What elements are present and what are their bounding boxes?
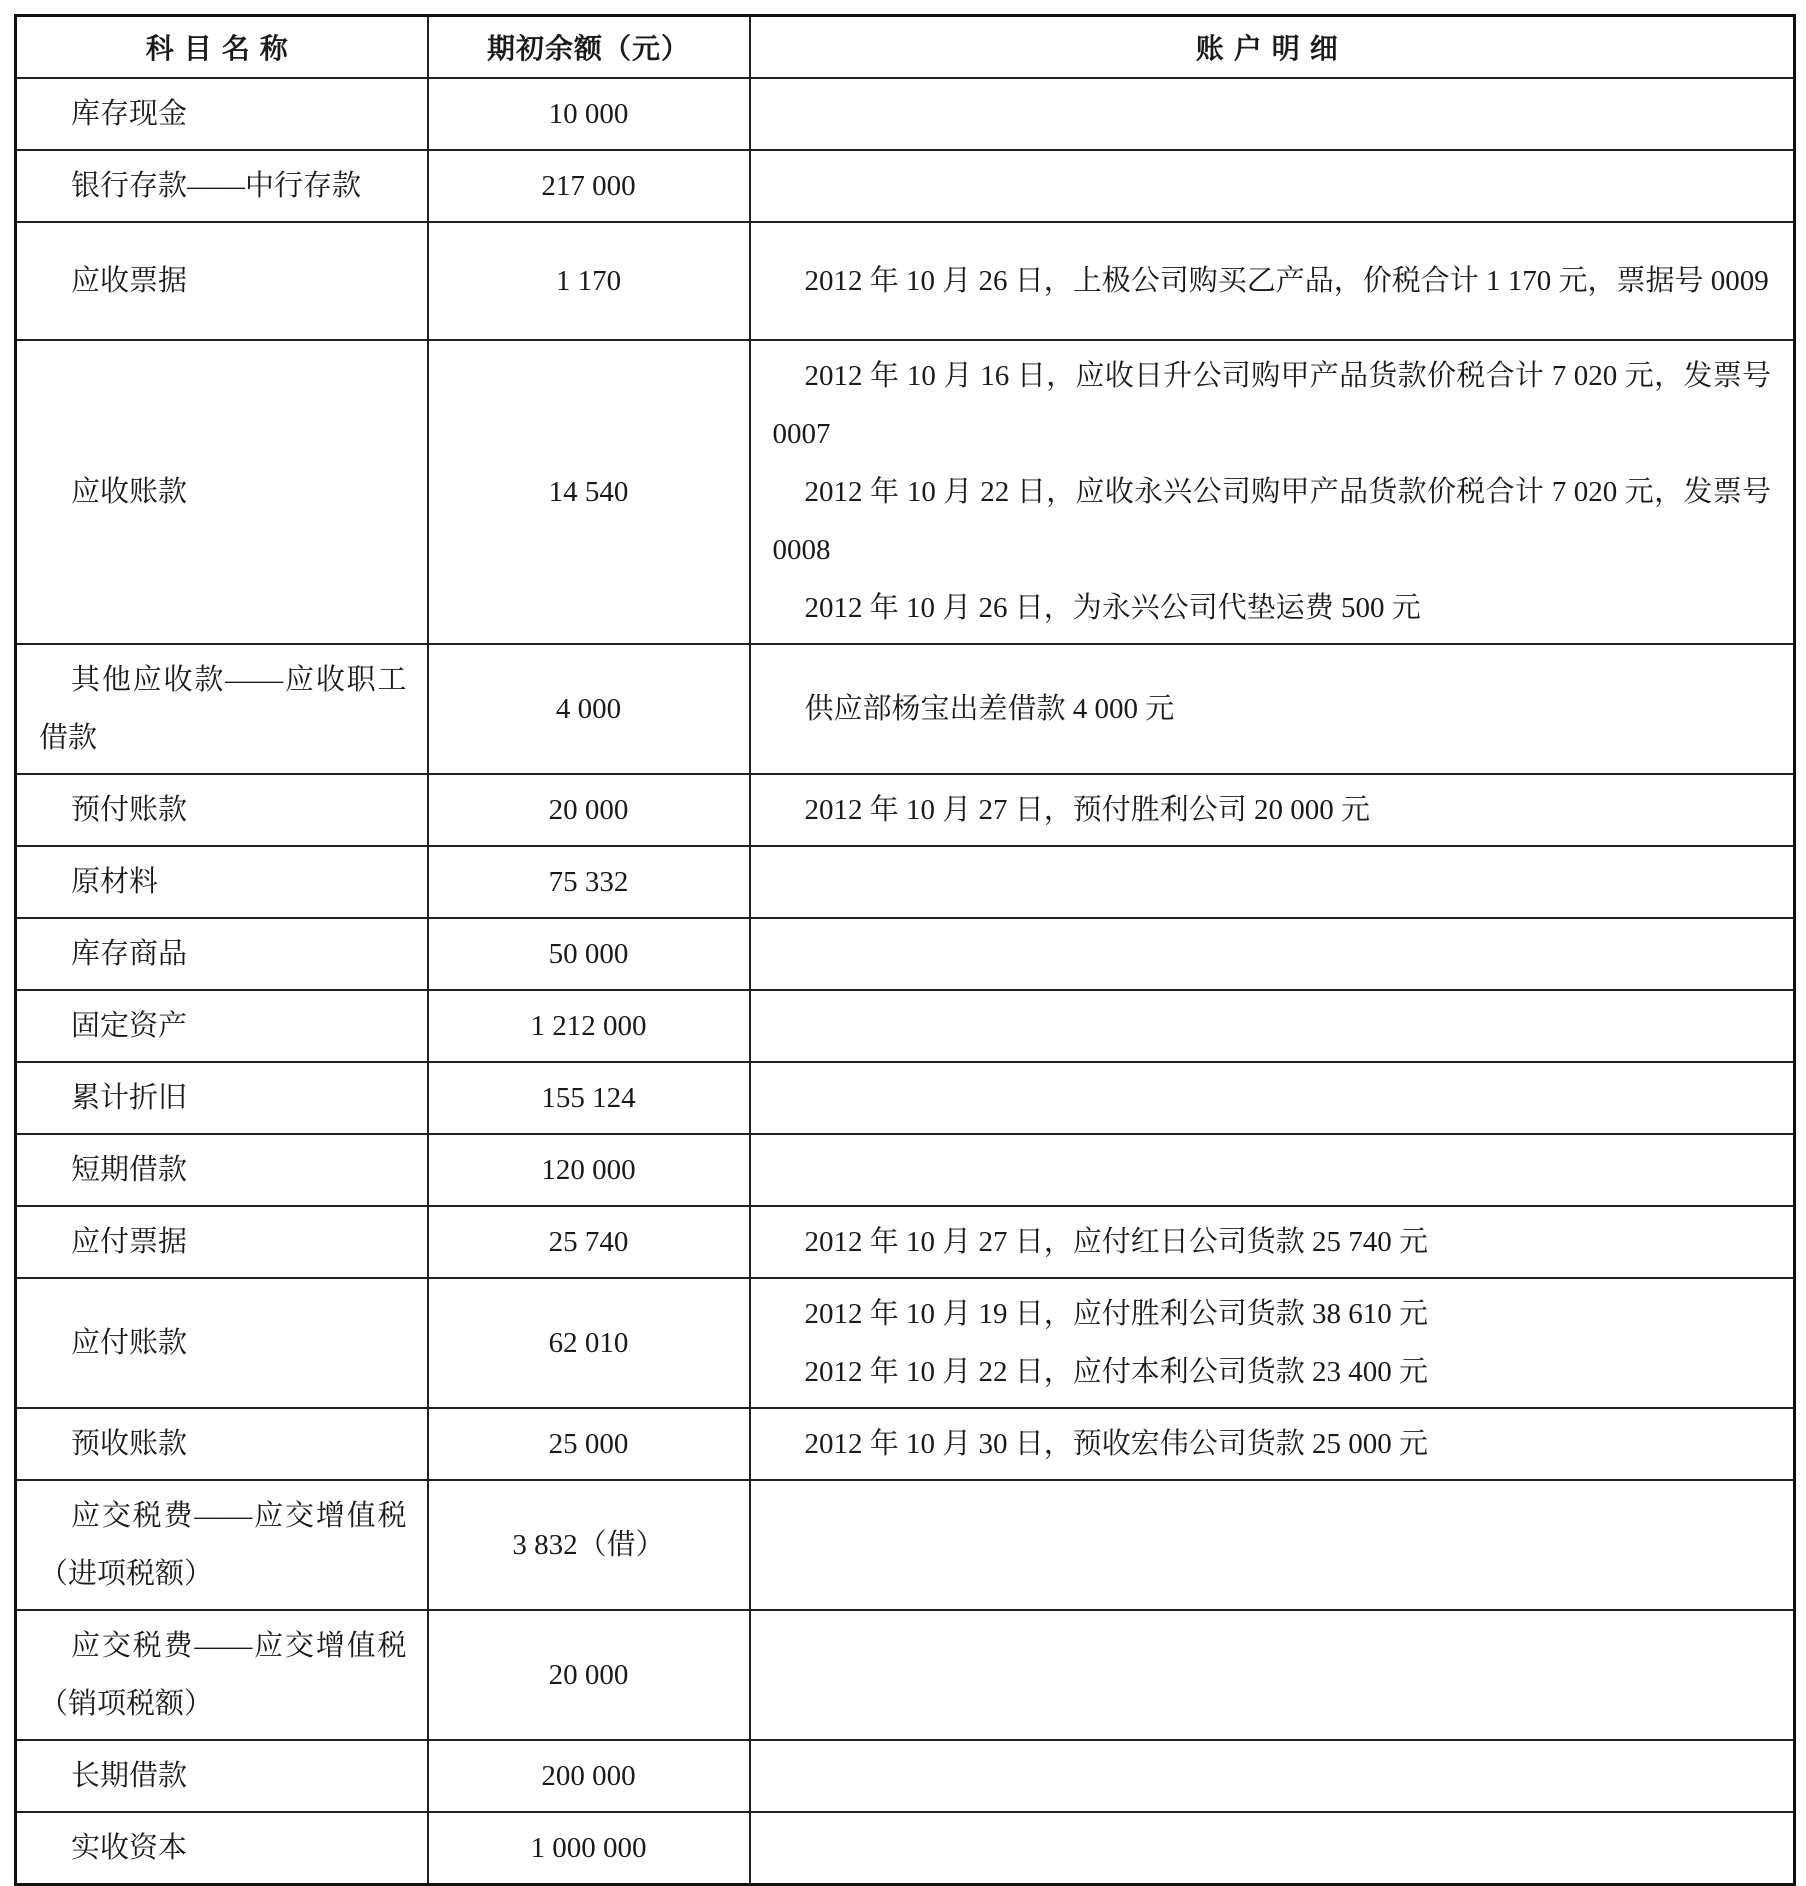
header-row bbox=[16, 16, 1795, 79]
opening-balance: 1 170 bbox=[428, 222, 750, 340]
account-details bbox=[750, 1062, 1795, 1134]
account-name: 累计折旧 bbox=[16, 1062, 428, 1134]
account-details bbox=[750, 1278, 1795, 1408]
table-row bbox=[16, 1134, 1795, 1206]
account-details bbox=[750, 150, 1795, 222]
table-row bbox=[16, 1812, 1795, 1885]
header-opening-balance: 期初余额（元） bbox=[428, 16, 750, 79]
account-details bbox=[750, 918, 1795, 990]
table-row bbox=[16, 1408, 1795, 1480]
table-row bbox=[16, 1278, 1795, 1408]
account-details bbox=[750, 644, 1795, 774]
table-row bbox=[16, 774, 1795, 846]
opening-balance: 25 740 bbox=[428, 1206, 750, 1278]
account-name: 其他应收款——应收职工借款 bbox=[16, 644, 428, 774]
opening-balance: 50 000 bbox=[428, 918, 750, 990]
detail-line: 2012 年 10 月 26 日，为永兴公司代垫运费 500 元 bbox=[804, 592, 1421, 624]
account-name: 应收票据 bbox=[16, 222, 428, 340]
account-name: 固定资产 bbox=[16, 990, 428, 1062]
account-details bbox=[750, 340, 1795, 644]
opening-balance: 3 832（借） bbox=[428, 1480, 750, 1610]
account-details bbox=[750, 1812, 1795, 1885]
header-account-details: 账户明细 bbox=[750, 16, 1795, 79]
detail-line: 2012 年 10 月 19 日，应付胜利公司货款 38 610 元 bbox=[804, 1298, 1429, 1330]
opening-balance: 62 010 bbox=[428, 1278, 750, 1408]
opening-balance: 155 124 bbox=[428, 1062, 750, 1134]
ledger-sheet bbox=[14, 14, 1793, 1886]
opening-balance: 14 540 bbox=[428, 340, 750, 644]
opening-balance: 120 000 bbox=[428, 1134, 750, 1206]
opening-balance: 10 000 bbox=[428, 78, 750, 150]
opening-balance: 20 000 bbox=[428, 774, 750, 846]
account-name: 实收资本 bbox=[16, 1812, 428, 1885]
account-name: 预付账款 bbox=[16, 774, 428, 846]
table-row bbox=[16, 150, 1795, 222]
account-details bbox=[750, 990, 1795, 1062]
account-details bbox=[750, 78, 1795, 150]
table-row bbox=[16, 340, 1795, 644]
table-row bbox=[16, 78, 1795, 150]
account-name: 应交税费——应交增值税（进项税额） bbox=[16, 1480, 428, 1610]
opening-balance: 1 000 000 bbox=[428, 1812, 750, 1885]
account-details bbox=[750, 1408, 1795, 1480]
account-details bbox=[750, 846, 1795, 918]
opening-balance: 20 000 bbox=[428, 1610, 750, 1740]
table-row bbox=[16, 1062, 1795, 1134]
detail-line: 2012 年 10 月 30 日，预收宏伟公司货款 25 000 元 bbox=[804, 1428, 1429, 1460]
header-account-name: 科目名称 bbox=[16, 16, 428, 79]
account-name: 银行存款——中行存款 bbox=[16, 150, 428, 222]
account-name: 预收账款 bbox=[16, 1408, 428, 1480]
detail-line: 2012 年 10 月 22 日，应收永兴公司购甲产品货款价税合计 7 020 元，发票号 0008 bbox=[772, 476, 1771, 566]
account-name: 应付账款 bbox=[16, 1278, 428, 1408]
opening-balance: 1 212 000 bbox=[428, 990, 750, 1062]
table-row bbox=[16, 1206, 1795, 1278]
opening-balance: 4 000 bbox=[428, 644, 750, 774]
detail-line: 供应部杨宝出差借款 4 000 元 bbox=[804, 693, 1175, 725]
account-details bbox=[750, 1206, 1795, 1278]
account-name: 库存商品 bbox=[16, 918, 428, 990]
detail-line: 2012 年 10 月 27 日，应付红日公司货款 25 740 元 bbox=[804, 1226, 1429, 1258]
detail-line: 2012 年 10 月 16 日，应收日升公司购甲产品货款价税合计 7 020 元，发票号 0007 bbox=[772, 360, 1771, 450]
table-row bbox=[16, 222, 1795, 340]
opening-balance-table bbox=[14, 14, 1796, 1886]
table-row bbox=[16, 1480, 1795, 1610]
account-name: 应付票据 bbox=[16, 1206, 428, 1278]
account-name: 短期借款 bbox=[16, 1134, 428, 1206]
account-details bbox=[750, 1610, 1795, 1740]
table-row bbox=[16, 846, 1795, 918]
account-name: 应交税费——应交增值税（销项税额） bbox=[16, 1610, 428, 1740]
table-row bbox=[16, 918, 1795, 990]
opening-balance: 217 000 bbox=[428, 150, 750, 222]
table-row bbox=[16, 644, 1795, 774]
opening-balance: 75 332 bbox=[428, 846, 750, 918]
account-name: 长期借款 bbox=[16, 1740, 428, 1812]
account-details bbox=[750, 222, 1795, 340]
account-name: 应收账款 bbox=[16, 340, 428, 644]
account-details bbox=[750, 1480, 1795, 1610]
detail-line: 2012 年 10 月 27 日，预付胜利公司 20 000 元 bbox=[804, 794, 1371, 826]
table-row bbox=[16, 990, 1795, 1062]
table-row bbox=[16, 1610, 1795, 1740]
detail-line: 2012 年 10 月 26 日，上极公司购买乙产品，价税合计 1 170 元，票据号 0009 bbox=[804, 265, 1769, 297]
account-name: 原材料 bbox=[16, 846, 428, 918]
opening-balance: 25 000 bbox=[428, 1408, 750, 1480]
account-details bbox=[750, 1134, 1795, 1206]
detail-line: 2012 年 10 月 22 日，应付本利公司货款 23 400 元 bbox=[804, 1356, 1429, 1388]
opening-balance: 200 000 bbox=[428, 1740, 750, 1812]
account-name: 库存现金 bbox=[16, 78, 428, 150]
account-details bbox=[750, 774, 1795, 846]
table-row bbox=[16, 1740, 1795, 1812]
account-details bbox=[750, 1740, 1795, 1812]
